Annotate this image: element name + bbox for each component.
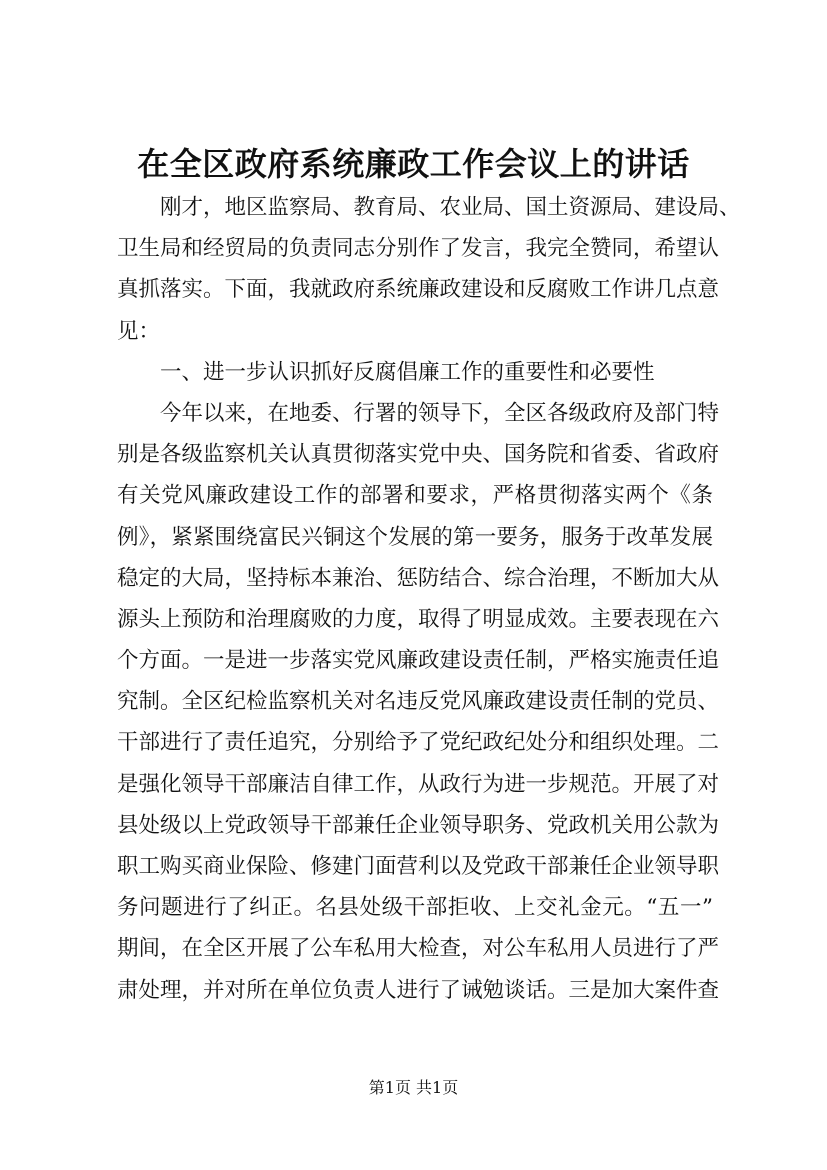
paragraph-line: 期间，在全区开展了公车私用大检查，对公车私用人员进行了严: [117, 936, 720, 962]
page-number: 第1页 共1页: [368, 1078, 459, 1097]
paragraph-line: 县处级以上党政领导干部兼任企业领导职务、党政机关用公款为: [117, 812, 720, 838]
paragraph-line: 干部进行了责任追究，分别给予了党纪政纪处分和组织处理。二: [117, 730, 720, 756]
document-body: [117, 187, 741, 1011]
section-heading: 一、进一步认识抓好反腐倡廉工作的重要性和必要性: [160, 359, 655, 385]
paragraph-line: 刚才，地区监察局、教育局、农业局、国土资源局、建设局、: [160, 195, 741, 220]
paragraph-line: 稳定的大局，坚持标本兼治、惩防结合、综合治理，不断加大从: [117, 565, 720, 591]
paragraph-line: 今年以来，在地委、行署的领导下，全区各级政府及部门特: [160, 400, 720, 426]
paragraph-line: 见：: [117, 318, 161, 344]
document-title: 在全区政府系统廉政工作会议上的讲话: [137, 145, 690, 183]
paragraph-line: 肃处理，并对所在单位负责人进行了诫勉谈话。三是加大案件查: [117, 977, 720, 1003]
paragraph-line: 究制。全区纪检监察机关对名违反党风廉政建设责任制的党员、: [117, 689, 720, 715]
paragraph-line: 是强化领导干部廉洁自律工作，从政行为进一步规范。开展了对: [117, 771, 720, 797]
paragraph-line: 卫生局和经贸局的负责同志分别作了发言，我完全赞同，希望认: [117, 236, 720, 262]
paragraph-line: 务问题进行了纠正。名县处级干部拒收、上交礼金元。“五一”: [117, 895, 713, 921]
paragraph-line: 例》，紧紧围绕富民兴铜这个发展的第一要务，服务于改革发展: [117, 524, 713, 550]
paragraph-line: 职工购买商业保险、修建门面营利以及党政干部兼任企业领导职: [117, 854, 720, 879]
paragraph-line: 有关党风廉政建设工作的部署和要求，严格贯彻落实两个《条: [117, 483, 713, 509]
paragraph-line: 别是各级监察机关认真贯彻落实党中央、国务院和省委、省政府: [117, 442, 720, 468]
paragraph-line: 个方面。一是进一步落实党风廉政建设责任制，严格实施责任追: [117, 648, 720, 674]
paragraph-line: 源头上预防和治理腐败的力度，取得了明显成效。主要表现在六: [117, 606, 720, 632]
paragraph-line: 真抓落实。下面，我就政府系统廉政建设和反腐败工作讲几点意: [117, 277, 720, 303]
